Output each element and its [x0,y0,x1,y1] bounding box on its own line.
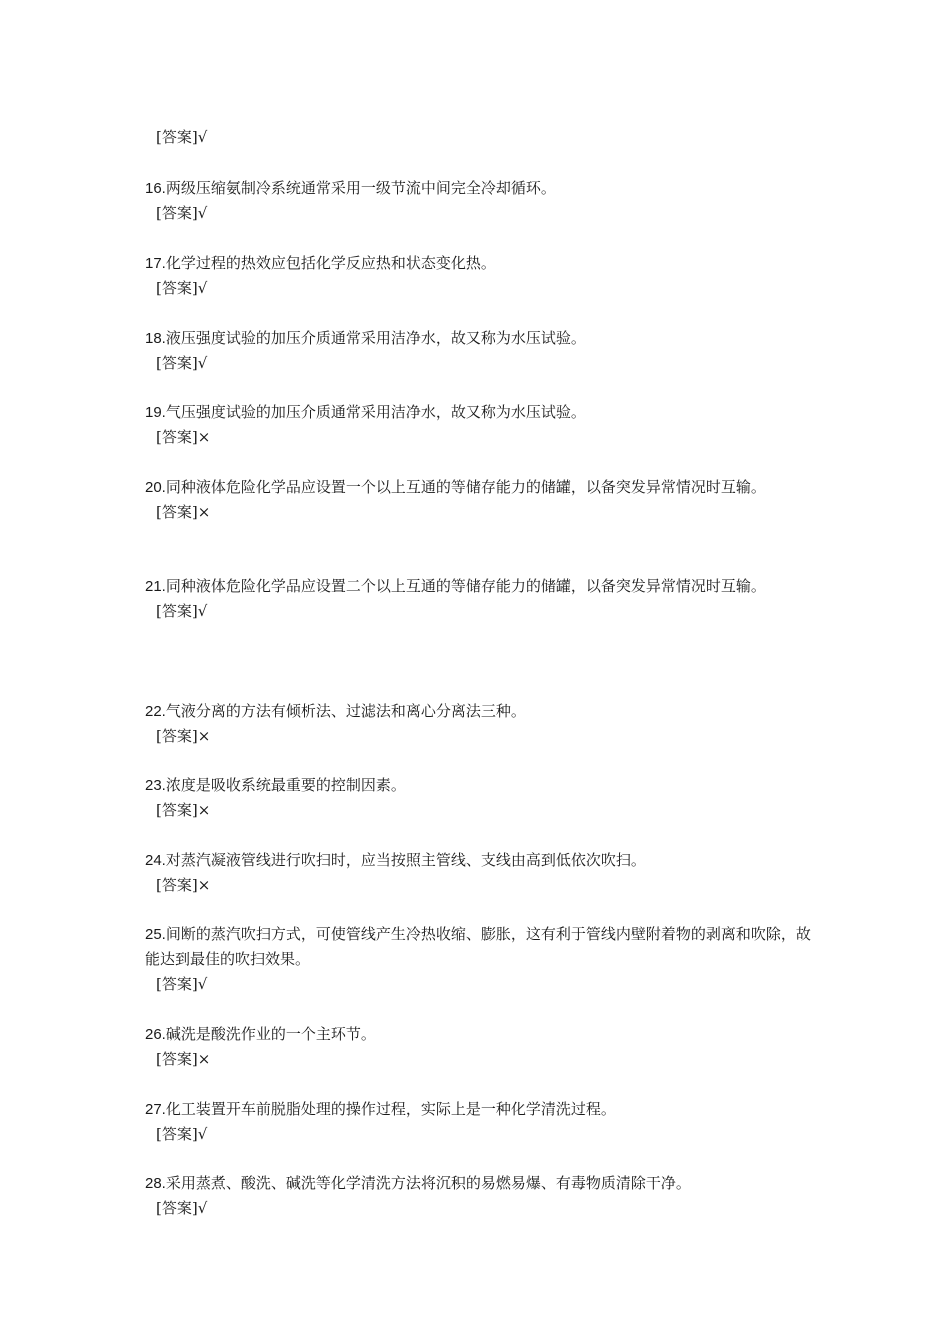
question-number: 24. [145,852,166,869]
question-28 [145,1171,815,1221]
question-17 [145,251,815,301]
question-number: 27. [145,1101,166,1118]
question-text [145,1097,815,1122]
question-answer: [答案]√ [156,279,208,297]
question-body: 间断的蒸汽吹扫方式，可使管线产生冷热收缩、膨胀，这有利于管线内壁附着物的剥离和吹除，故能达到最佳的吹扫效果。 [145,925,811,968]
question-answer: [答案]√ [156,354,208,372]
question-text [145,699,815,724]
question-body: 两级压缩氨制冷系统通常采用一级节流中间完全冷却循环。 [165,179,556,197]
question-answer: [答案]× [156,1050,211,1068]
question-body: 化学过程的热效应包括化学反应热和状态变化热。 [165,254,496,272]
question-text [145,848,815,873]
question-answer: [答案]× [156,428,211,446]
previous-answer: [答案]√ [156,128,208,146]
question-number: 28. [145,1175,166,1192]
question-text [145,922,815,972]
question-body: 浓度是吸收系统最重要的控制因素。 [165,776,406,794]
question-body: 气液分离的方法有倾析法、过滤法和离心分离法三种。 [165,702,526,720]
question-21 [145,574,815,624]
question-text [145,475,815,500]
question-body: 同种液体危险化学品应设置二个以上互通的等储存能力的储罐，以备突发异常情况时互输。 [165,577,766,595]
question-answer: [答案]× [156,727,211,745]
question-22 [145,699,815,749]
question-text [145,326,815,351]
question-answer: [答案]× [156,503,211,521]
question-answer: [答案]× [156,876,211,894]
question-body: 液压强度试验的加压介质通常采用洁净水，故又称为水压试验。 [165,329,586,347]
question-24 [145,848,815,898]
question-number: 20. [145,479,166,496]
question-number: 16. [145,180,166,197]
question-text [145,400,815,425]
question-body: 气压强度试验的加压介质通常采用洁净水，故又称为水压试验。 [165,403,586,421]
question-body: 化工装置开车前脱脂处理的操作过程，实际上是一种化学清洗过程。 [165,1100,616,1118]
question-20 [145,475,815,525]
question-answer: [答案]√ [156,204,208,222]
question-25 [145,922,815,997]
question-body: 对蒸汽凝液管线进行吹扫时，应当按照主管线、支线由高到低依次吹扫。 [165,851,646,869]
question-26 [145,1022,815,1072]
question-19 [145,400,815,450]
question-body: 同种液体危险化学品应设置一个以上互通的等储存能力的储罐，以备突发异常情况时互输。 [165,478,766,496]
question-text [145,773,815,798]
question-answer: [答案]× [156,801,211,819]
question-27 [145,1097,815,1147]
question-answer: [答案]√ [156,975,208,993]
question-text [145,1022,815,1047]
question-number: 26. [145,1026,166,1043]
question-answer: [答案]√ [156,1125,208,1143]
question-body: 采用蒸煮、酸洗、碱洗等化学清洗方法将沉积的易燃易爆、有毒物质清除干净。 [165,1174,691,1192]
question-text [145,176,815,201]
question-number: 21. [145,578,166,595]
question-text [145,574,815,599]
question-number: 25. [145,926,166,943]
question-answer: [答案]√ [156,602,208,620]
question-16 [145,176,815,226]
question-text [145,1171,815,1196]
question-number: 18. [145,330,166,347]
question-number: 23. [145,777,166,794]
question-number: 19. [145,404,166,421]
question-number: 22. [145,703,166,720]
question-number: 17. [145,255,166,272]
question-23 [145,773,815,823]
question-text [145,251,815,276]
question-18 [145,326,815,376]
question-body: 碱洗是酸洗作业的一个主环节。 [165,1025,376,1043]
question-answer: [答案]√ [156,1199,208,1217]
